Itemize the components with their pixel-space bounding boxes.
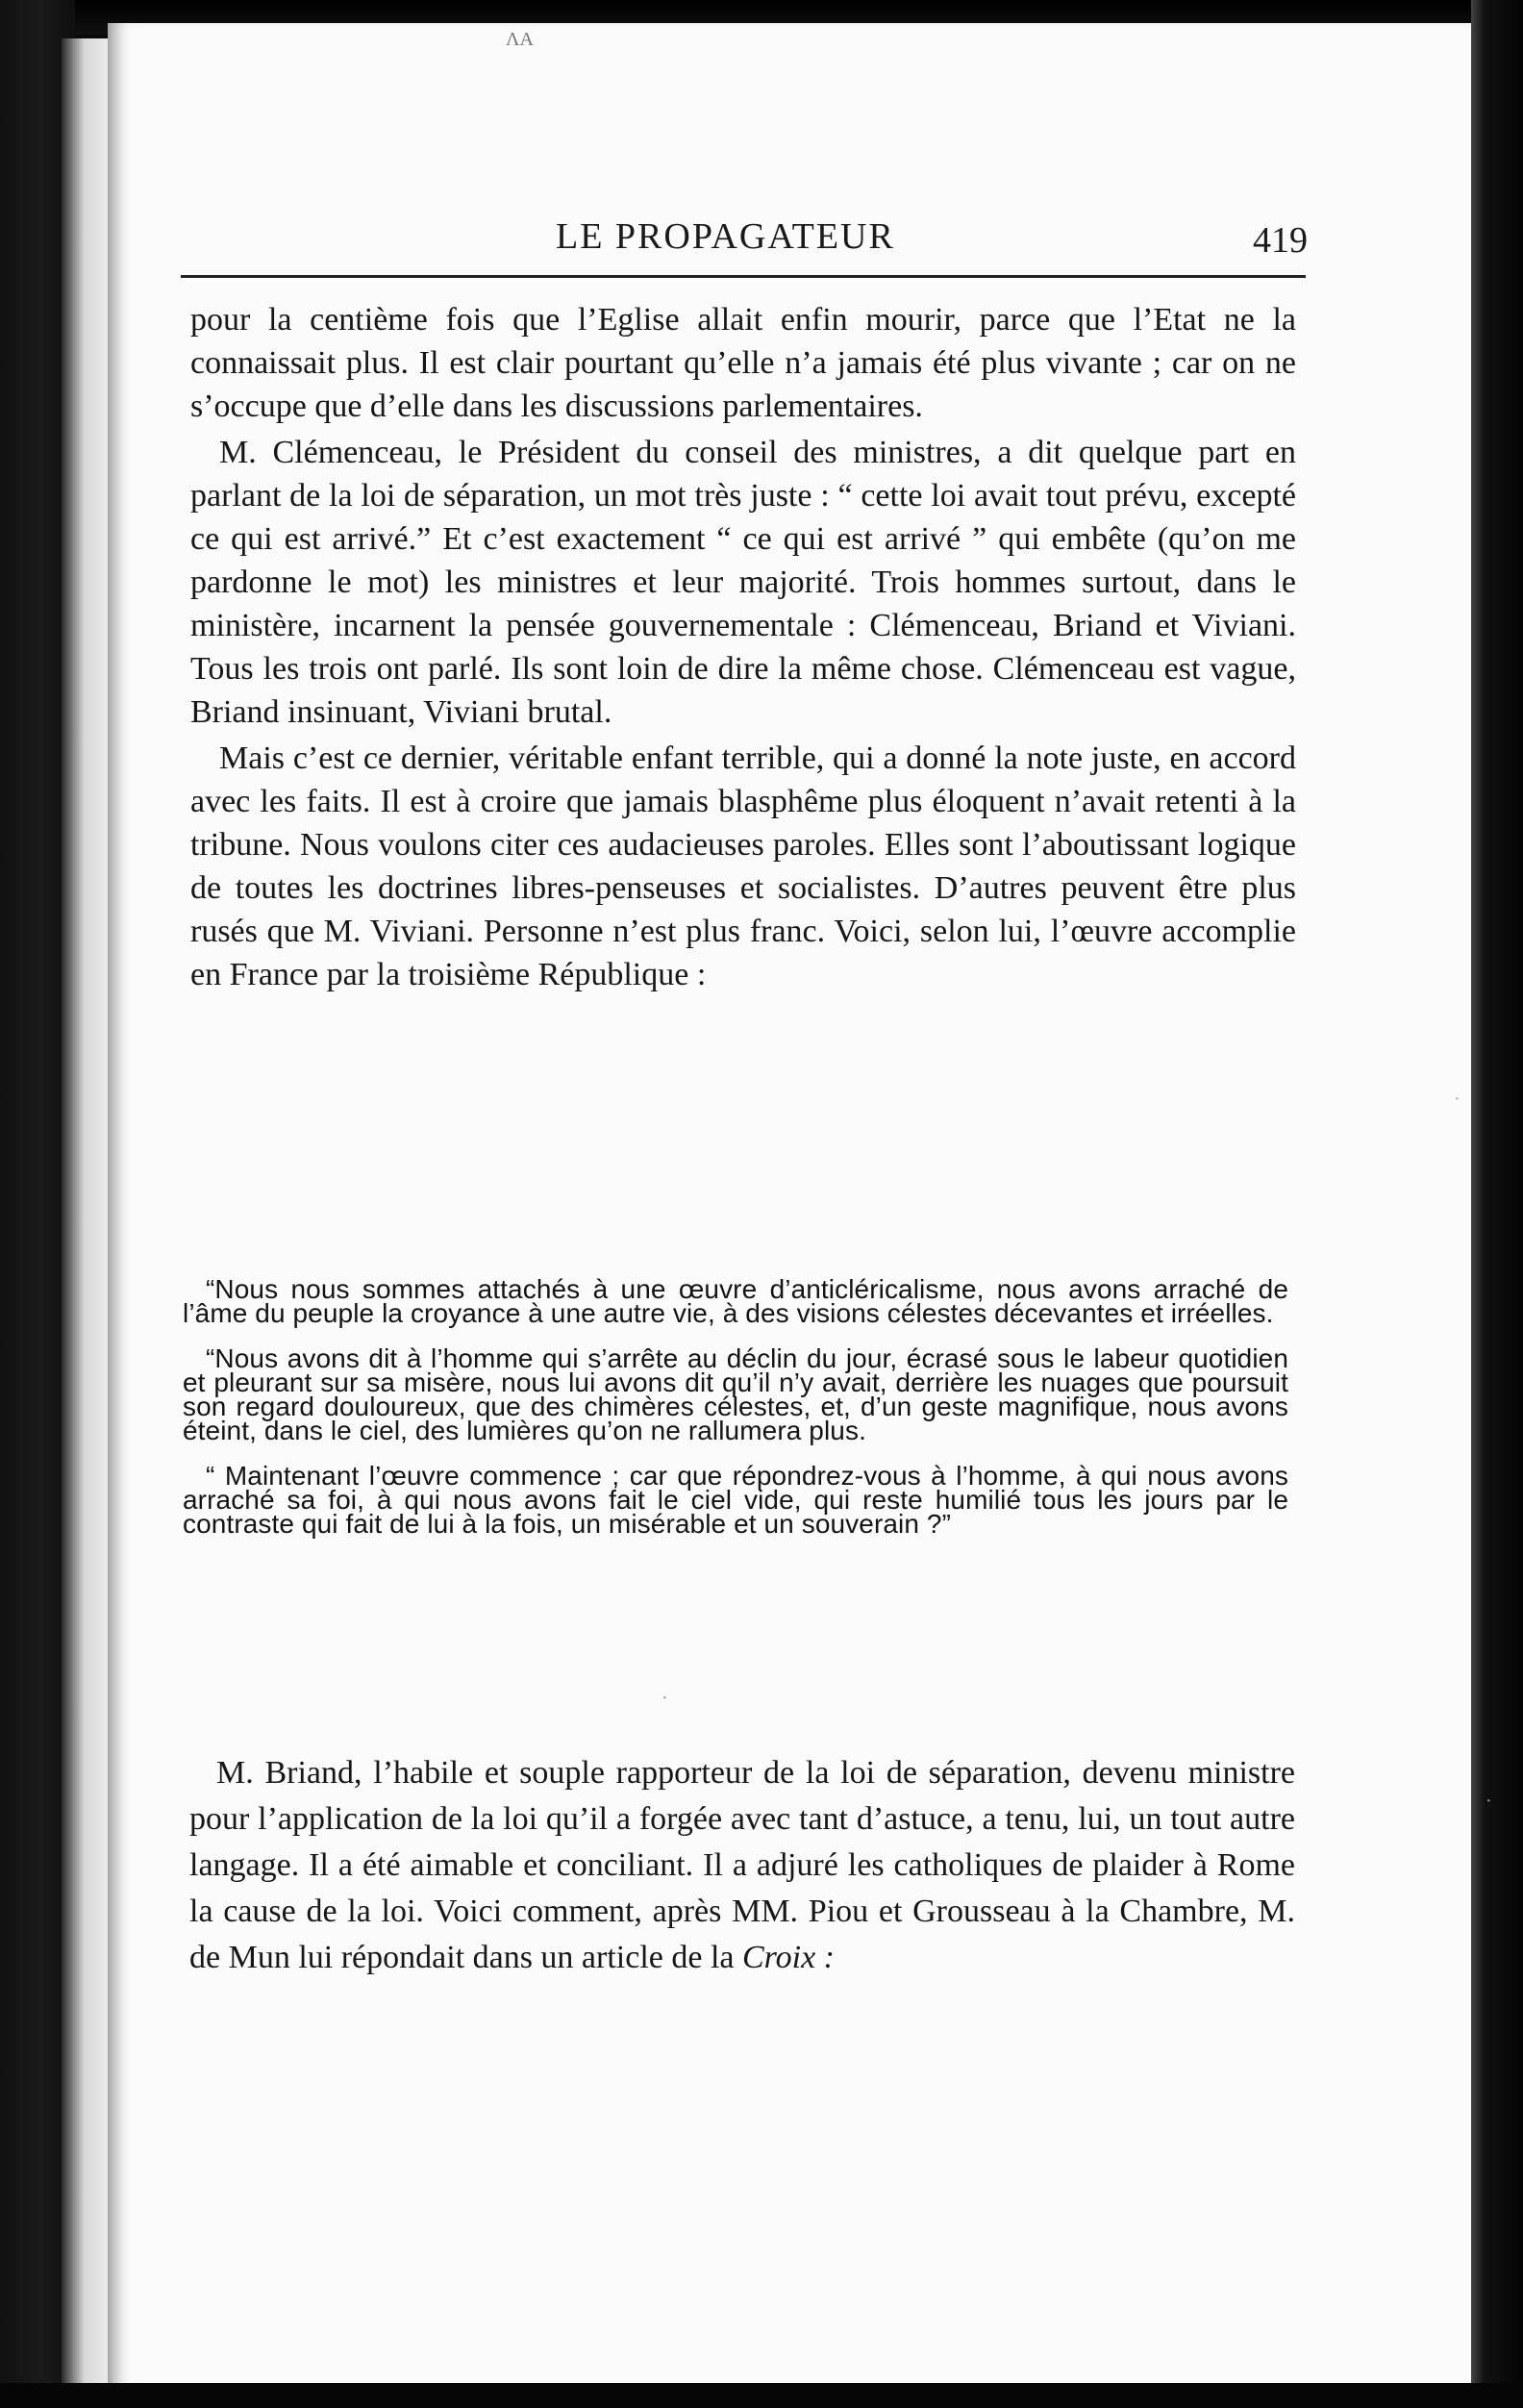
scan-bottom-shadow	[0, 2383, 1523, 2408]
running-header	[452, 215, 1308, 269]
quoted-speech	[183, 1274, 1288, 1557]
scan-dot-mark: ·	[1486, 1791, 1492, 1812]
paragraph-2: M. Clémenceau, le Président du conseil des ministres, a dit quelque part en parlant de la loi de séparation, un mot très juste : “ cette loi avait tout prévu, excepté ce qui est arrivé.” Et c’est exactement “ ce qui est arrivé ” qui embête (qu’on me pardonne le mot) les ministres et leur majorité. Trois hommes surtout, dans le ministère, incarnent la pensée gouvernementale : Clémenceau, Briand et Viviani. Tous les trois ont parlé. Ils sont loin de dire la même chose. Clémenceau est vague, Briand insinuant, Viviani brutal.	[190, 435, 1296, 730]
quote-paragraph-1: “Nous nous sommes attachés à une œuvre d’anticléricalisme, nous avons arraché de l’âme du peuple la croyance à une autre vie, à des visions célestes décevantes et irréelles.	[183, 1274, 1288, 1328]
scan-right-edge	[1471, 0, 1523, 2408]
quote-paragraph-3: “ Maintenant l’œuvre commence ; car que répondrez-vous à l’homme, à qui nous avons arraché sa foi, à qui nous avons fait le ciel vide, qui reste humilié tous les jours par le contraste qui fait de lui à la fois, un misérable et un souverain ?”	[183, 1461, 1288, 1539]
running-title: LE PROPAGATEUR	[556, 216, 895, 257]
paragraph-3: Mais c’est ce dernier, véritable enfant terrible, qui a donné la note juste, en accord avec les faits. Il est à croire que jamais blasphême plus éloquent n’avait retenti à la tribune. Nous voulons citer ces audacieuses paroles. Elles sont l’aboutissant logique de toutes les doctrines libres-penseuses et socialistes. D’autres peuvent être plus rusés que M. Viviani. Personne n’est plus franc. Voici, selon lui, l’œuvre accomplie en France par la troisième République :	[190, 740, 1296, 992]
header-rule	[181, 275, 1306, 278]
scan-artifact-mark: ɅA	[506, 29, 534, 50]
croix-title: Croix :	[742, 1940, 836, 1975]
scan-dot-mark: ·	[1454, 1089, 1461, 1110]
paragraph-1: pour la centième fois que l’Eglise allait enfin mourir, parce que l’Etat ne la connaissait plus. Il est clair pourtant qu’elle n’a jamais été plus vivante ; car on ne s’occupe que d’elle dans les discussions parlementaires.	[190, 302, 1296, 424]
scan-dot-mark: ·	[662, 1688, 668, 1709]
lower-text-block	[189, 1750, 1295, 1981]
quote-paragraph-2: “Nous avons dit à l’homme qui s’arrête au déclin du jour, écrasé sous le labeur quotidien et pleurant sur sa misère, nous lui avons dit qu’il n’y avait, derrière les nuages que poursuit son regard douloureux, que des chimères célestes, et, d’un geste magnifique, nous avons éteint, dans le ciel, des lumières qu’on ne rallumera plus.	[183, 1343, 1288, 1445]
page-number: 419	[1253, 220, 1308, 261]
main-text-block	[190, 298, 1296, 996]
paragraph-4	[189, 1750, 1295, 1981]
paragraph-4-main: M. Briand, l’habile et souple rapporteur de la loi de séparation, devenu ministre pour l’application de la loi qu’il a forgée avec tant d’astuce, a tenu, lui, un tout autre langage. Il a été aimable et conciliant. Il a adjuré les catholiques de plaider à Rome la cause de la loi. Voici comment, après MM. Piou et Grousseau à la Chambre, M. de Mun lui répondait dans un article de la	[189, 1755, 1295, 1975]
